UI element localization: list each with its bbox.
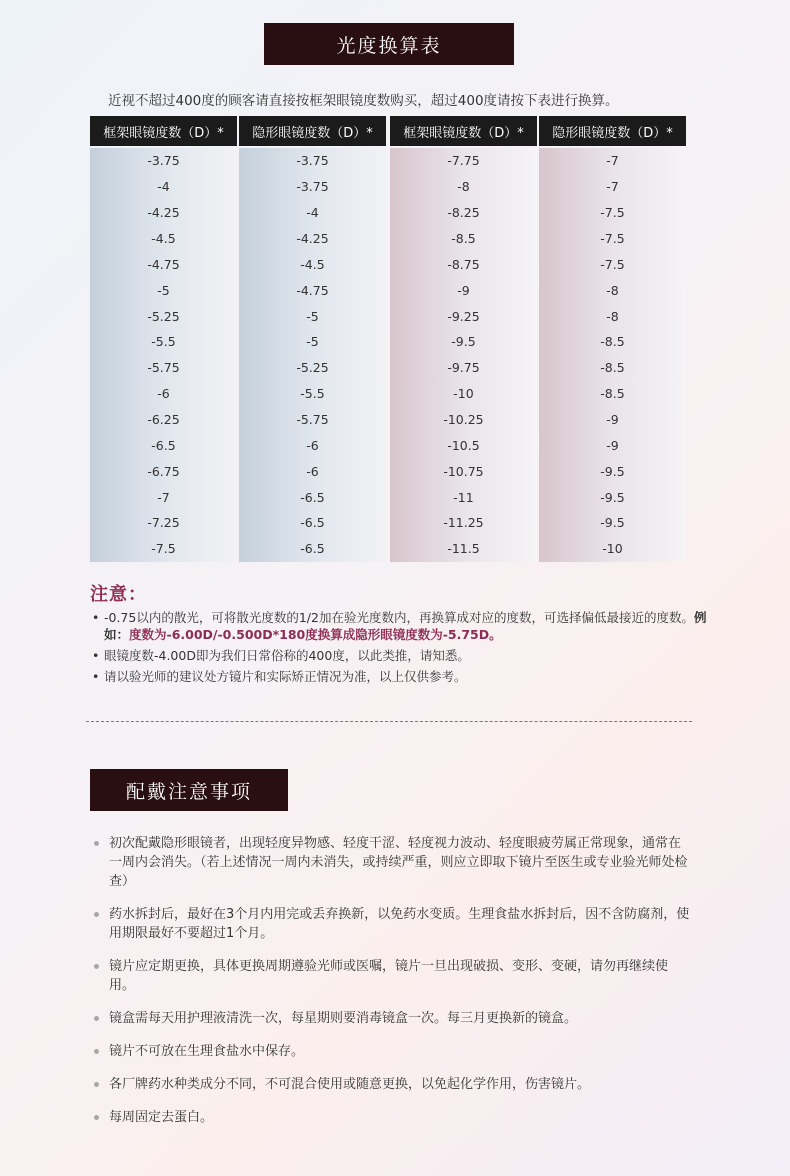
table-cell: -7.5 xyxy=(600,205,625,221)
contact-diopter-column-2 xyxy=(539,116,686,562)
wearing-note-item: 初次配戴隐形眼镜者，出现轻度异物感、轻度干涩、轻度视力波动、轻度眼疲劳属正常现象，通常在一周内会消失。（若上述情况一周内未消失，或持续严重，则应立即取下镜片至医生或专业验光师处检查） xyxy=(92,834,692,891)
table-cell: -8.25 xyxy=(447,205,480,221)
table-column-group-2 xyxy=(390,116,686,562)
table-cell: -3.75 xyxy=(147,153,180,169)
table-cell: -9.5 xyxy=(451,334,476,350)
table-cell: -7 xyxy=(157,489,170,505)
table-cell: -11 xyxy=(453,489,474,505)
wearing-note-item: 镜片不可放在生理食盐水中保存。 xyxy=(92,1042,692,1061)
table-cell: -10.25 xyxy=(443,412,484,428)
table-cell: -7.5 xyxy=(600,231,625,246)
table-cell: -9 xyxy=(457,282,470,298)
table-cell: -9 xyxy=(606,437,619,453)
note-item: • 请以验光师的建议处方镜片和实际矫正情况为准，以上仅供参考。 xyxy=(90,668,710,685)
table-cell: -9.5 xyxy=(600,515,625,531)
table-cell: -8.75 xyxy=(447,256,480,272)
table-cell: -7.25 xyxy=(147,515,180,531)
table-cell: -8.5 xyxy=(600,360,625,376)
table-cell: -8 xyxy=(457,179,470,195)
note-item: • -0.75以内的散光，可将散光度数的1/2加在验光度数内，再换算成对应的度数，可选择偏低最接近的度数。例如：度数为-6.00D/-0.500D*180度换算成隐形眼镜度数为-5.75D。 xyxy=(90,609,710,643)
conversion-table-title: 光度换算表 xyxy=(264,23,514,65)
table-cell: -9.5 xyxy=(600,489,625,505)
table-cell: -5.75 xyxy=(147,360,180,376)
conversion-table xyxy=(90,116,686,562)
frame-diopter-column-1 xyxy=(90,116,237,562)
wearing-notes-list xyxy=(92,834,692,1127)
table-cell: -6 xyxy=(306,463,319,479)
wearing-notes-title: 配戴注意事项 xyxy=(90,769,288,811)
table-cell: -8 xyxy=(606,308,619,324)
table-cell: -6.5 xyxy=(300,515,325,531)
column-header: 框架眼镜度数（D）* xyxy=(390,116,537,146)
table-cell: -5.5 xyxy=(151,334,176,350)
contact-diopter-column-1 xyxy=(239,116,386,562)
table-cell: -6.25 xyxy=(147,412,180,428)
table-cell: -4.25 xyxy=(296,231,329,246)
wearing-note-item: 镜盒需每天用护理液清洗一次，每星期则要消毒镜盒一次。每三月更换新的镜盒。 xyxy=(92,1009,692,1028)
table-cell: -10.75 xyxy=(443,463,484,479)
table-cell: -7 xyxy=(606,179,619,195)
column-cells xyxy=(539,148,686,562)
wearing-note-item: 每周固定去蛋白。 xyxy=(92,1108,692,1127)
table-cell: -4.5 xyxy=(151,231,176,246)
column-header: 隐形眼镜度数（D）* xyxy=(239,116,386,146)
table-cell: -5 xyxy=(306,308,319,324)
table-cell: -8.5 xyxy=(451,231,476,246)
table-cell: -6 xyxy=(306,437,319,453)
table-cell: -4.5 xyxy=(300,256,325,272)
table-cell: -8.5 xyxy=(600,334,625,350)
table-cell: -9.5 xyxy=(600,463,625,479)
table-column-group-1 xyxy=(90,116,386,562)
table-cell: -10 xyxy=(602,541,623,557)
dashed-divider xyxy=(86,721,692,722)
table-cell: -5.25 xyxy=(296,360,329,376)
column-cells xyxy=(239,148,386,562)
wearing-note-item: 各厂牌药水种类成分不同，不可混合使用或随意更换，以免起化学作用，伤害镜片。 xyxy=(92,1075,692,1094)
notes-title: 注意： xyxy=(90,584,147,605)
table-cell: -7.75 xyxy=(447,153,480,169)
table-cell: -9 xyxy=(606,412,619,428)
table-cell: -7.5 xyxy=(151,541,176,557)
table-cell: -10.5 xyxy=(447,437,480,453)
note-item: • 眼镜度数-4.00D即为我们日常俗称的400度，以此类推，请知悉。 xyxy=(90,647,710,664)
table-cell: -5.75 xyxy=(296,412,329,428)
table-cell: -5.25 xyxy=(147,308,180,324)
table-cell: -9.75 xyxy=(447,360,480,376)
table-cell: -11.25 xyxy=(443,515,484,531)
column-cells xyxy=(390,148,537,562)
table-cell: -7 xyxy=(606,153,619,169)
table-cell: -4 xyxy=(157,179,170,195)
table-cell: -5.5 xyxy=(300,386,325,402)
table-cell: -4.75 xyxy=(147,256,180,272)
table-cell: -8.5 xyxy=(600,386,625,402)
column-header: 框架眼镜度数（D）* xyxy=(90,116,237,146)
table-cell: -10 xyxy=(453,386,474,402)
table-cell: -4.75 xyxy=(296,282,329,298)
table-cell: -3.75 xyxy=(296,153,329,169)
table-cell: -9.25 xyxy=(447,308,480,324)
table-cell: -11.5 xyxy=(447,541,480,557)
table-cell: -4.25 xyxy=(147,205,180,221)
table-cell: -6.5 xyxy=(151,437,176,453)
frame-diopter-column-2 xyxy=(390,116,537,562)
wearing-note-item: 镜片应定期更换，具体更换周期遵验光师或医嘱，镜片一旦出现破损、变形、变硬，请勿再继续使用。 xyxy=(92,957,692,995)
table-cell: -4 xyxy=(306,205,319,221)
table-cell: -5 xyxy=(306,334,319,350)
column-header: 隐形眼镜度数（D）* xyxy=(539,116,686,146)
table-cell: -8 xyxy=(606,282,619,298)
table-cell: -3.75 xyxy=(296,179,329,195)
notes-list xyxy=(90,609,710,689)
table-cell: -6.75 xyxy=(147,463,180,479)
table-cell: -6 xyxy=(157,386,170,402)
table-cell: -7.5 xyxy=(600,256,625,272)
table-cell: -5 xyxy=(157,282,170,298)
wearing-note-item: 药水拆封后，最好在3个月内用完或丢弃换新，以免药水变质。生理食盐水拆封后，因不含防腐剂，使用期限最好不要超过1个月。 xyxy=(92,905,692,943)
intro-text: 近视不超过400度的顾客请直接按框架眼镜度数购买，超过400度请按下表进行换算。 xyxy=(108,93,619,109)
table-cell: -6.5 xyxy=(300,541,325,557)
table-cell: -6.5 xyxy=(300,489,325,505)
column-cells xyxy=(90,148,237,562)
